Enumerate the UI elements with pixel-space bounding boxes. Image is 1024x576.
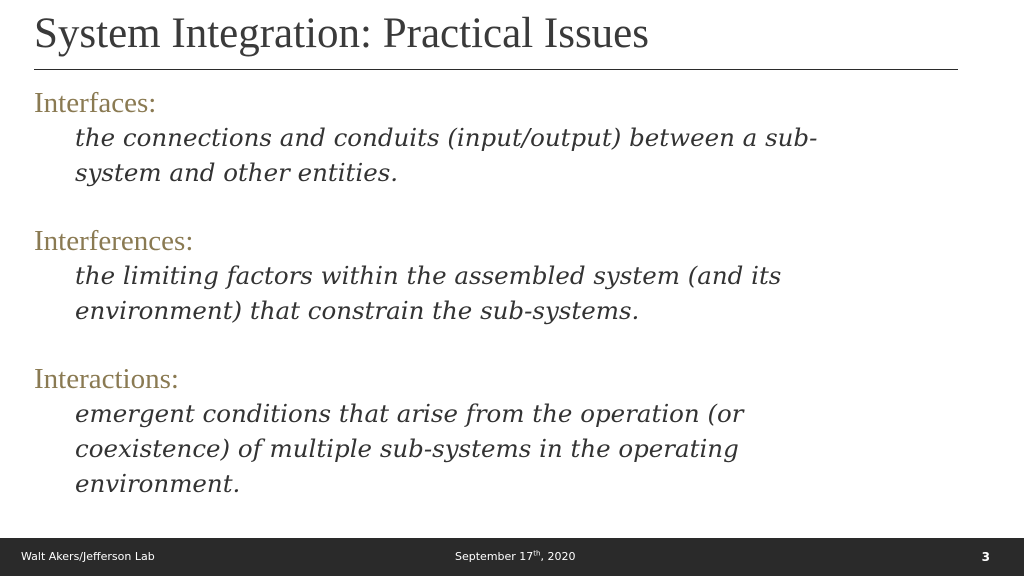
term-definition [75, 396, 974, 501]
definition-line: emergent conditions that arise from the operation (or [75, 399, 744, 428]
definition-line: coexistence) of multiple sub-systems in the operating [75, 434, 739, 463]
footer-date-year: , 2020 [540, 550, 576, 563]
definition-line: environment) that constrain the sub-systems. [75, 296, 640, 325]
term-heading: Interferences: [34, 225, 194, 257]
footer-date [455, 538, 575, 576]
definition-line: the connections and conduits (input/output) between a sub- [75, 123, 818, 152]
definition-line: system and other entities. [75, 158, 399, 187]
footer-author: Walt Akers/Jefferson Lab [21, 550, 155, 563]
footer-date-ordinal: th [533, 549, 541, 558]
term-definition [75, 258, 974, 328]
title-divider [34, 69, 958, 70]
term-block-interfaces [34, 86, 974, 190]
term-block-interactions [34, 362, 974, 501]
footer-bar [0, 538, 1024, 576]
footer-date-main: September 17 [455, 550, 534, 563]
slide-title: System Integration: Practical Issues [34, 10, 649, 57]
term-heading: Interactions: [34, 363, 179, 395]
term-heading: Interfaces: [34, 87, 157, 119]
term-block-interferences [34, 224, 974, 328]
definition-line: environment. [75, 469, 241, 498]
term-definition [75, 120, 974, 190]
page-number: 3 [981, 550, 990, 564]
definition-line: the limiting factors within the assembled system (and its [75, 261, 782, 290]
